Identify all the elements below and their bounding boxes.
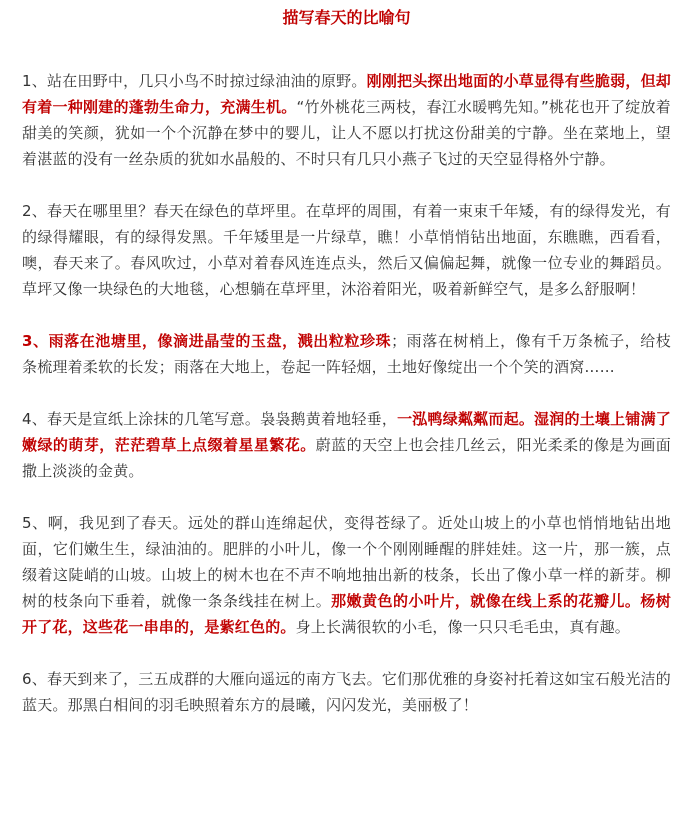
highlighted-text: 3、雨落在池塘里，像滴进晶莹的玉盘，溅出粒粒珍珠 <box>22 332 392 350</box>
paragraph-text: “竹外桃花三两枝，春江水暖鸭先知。”桃花也开了绽放着甜美的笑颜，犹如一个个沉静在梦中的婴儿，让人不愿以打扰这份甜美的宁静。坐在菜地上，望着湛蓝的没有一丝杂质的犹如水晶般的、不时只有几只小燕子飞过的天空显得格外宁静。 <box>22 98 671 168</box>
highlighted-text: 刚刚把头探出地面的小草显得有些脆弱，但却有着一种刚建的蓬勃生命力，充满生机。 <box>22 72 671 116</box>
paragraph-4 <box>22 406 671 484</box>
paragraph-6 <box>22 666 671 718</box>
paragraph-1 <box>22 68 671 172</box>
highlighted-text: 那嫩黄色的小叶片，就像在线上系的花瓣儿。杨树开了花，这些花一串串的，是紫红色的。 <box>22 592 671 636</box>
highlighted-text: 一泓鸭绿粼粼而起。湿润的土壤上铺满了嫩绿的萌芽，茫茫碧草上点缀着星星繁花。 <box>22 410 672 454</box>
paragraph-text: 1、站在田野中，几只小鸟不时掠过绿油油的原野。 <box>22 72 367 90</box>
paragraph-text: 身上长满很软的小毛，像一只只毛毛虫，真有趣。 <box>295 618 631 636</box>
paragraph-text: 2、春天在哪里里？春天在绿色的草坪里。在草坪的周围，有着一束束千年矮，有的绿得发光，有的绿得耀眼，有的绿得发黑。千年矮里是一片绿草，瞧！小草悄悄钻出地面，东瞧瞧，西看看，噢，春天来了。春风吹过，小草对着春风连连点头，然后又偏偏起舞，就像一位专业的舞蹈员。草坪又像一块绿色的大地毯，心想躺在草坪里，沐浴着阳光，吸着新鲜空气，是多么舒服啊！ <box>22 202 671 298</box>
paragraph-text: ；雨落在树梢上，像有千万条梳子，给枝条梳理着柔软的长发；雨落在大地上，卷起一阵轻烟，土地好像绽出一个个笑的酒窝…… <box>22 332 671 376</box>
paragraph-3 <box>22 328 671 380</box>
paragraph-2 <box>22 198 671 302</box>
article-title: 描写春天的比喻句 <box>282 8 411 27</box>
paragraph-text: 6、春天到来了，三五成群的大雁向遥远的南方飞去。它们那优雅的身姿衬托着这如宝石般光洁的蓝天。那黑白相间的羽毛映照着东方的晨曦，闪闪发光，美丽极了！ <box>22 670 671 714</box>
paragraph-5 <box>22 510 671 640</box>
paragraph-text: 蔚蓝的天空上也会挂几丝云，阳光柔柔的像是为画面撒上淡淡的金黄。 <box>22 436 671 480</box>
paragraph-text: 5、啊，我见到了春天。远处的群山连绵起伏，变得苍绿了。近处山坡上的小草也悄悄地钻出地面，它们嫩生生，绿油油的。肥胖的小叶儿，像一个个刚刚睡醒的胖娃娃。这一片，那一簇，点缀着这陡峭的山坡。山坡上的树木也在不声不响地抽出新的枝条，长出了像小草一样的新芽。柳树的枝条向下垂着，就像一条条线挂在树上。 <box>22 514 671 610</box>
paragraph-text: 4、春天是宣纸上涂抹的几笔写意。袅袅鹅黄着地轻垂， <box>22 410 398 428</box>
